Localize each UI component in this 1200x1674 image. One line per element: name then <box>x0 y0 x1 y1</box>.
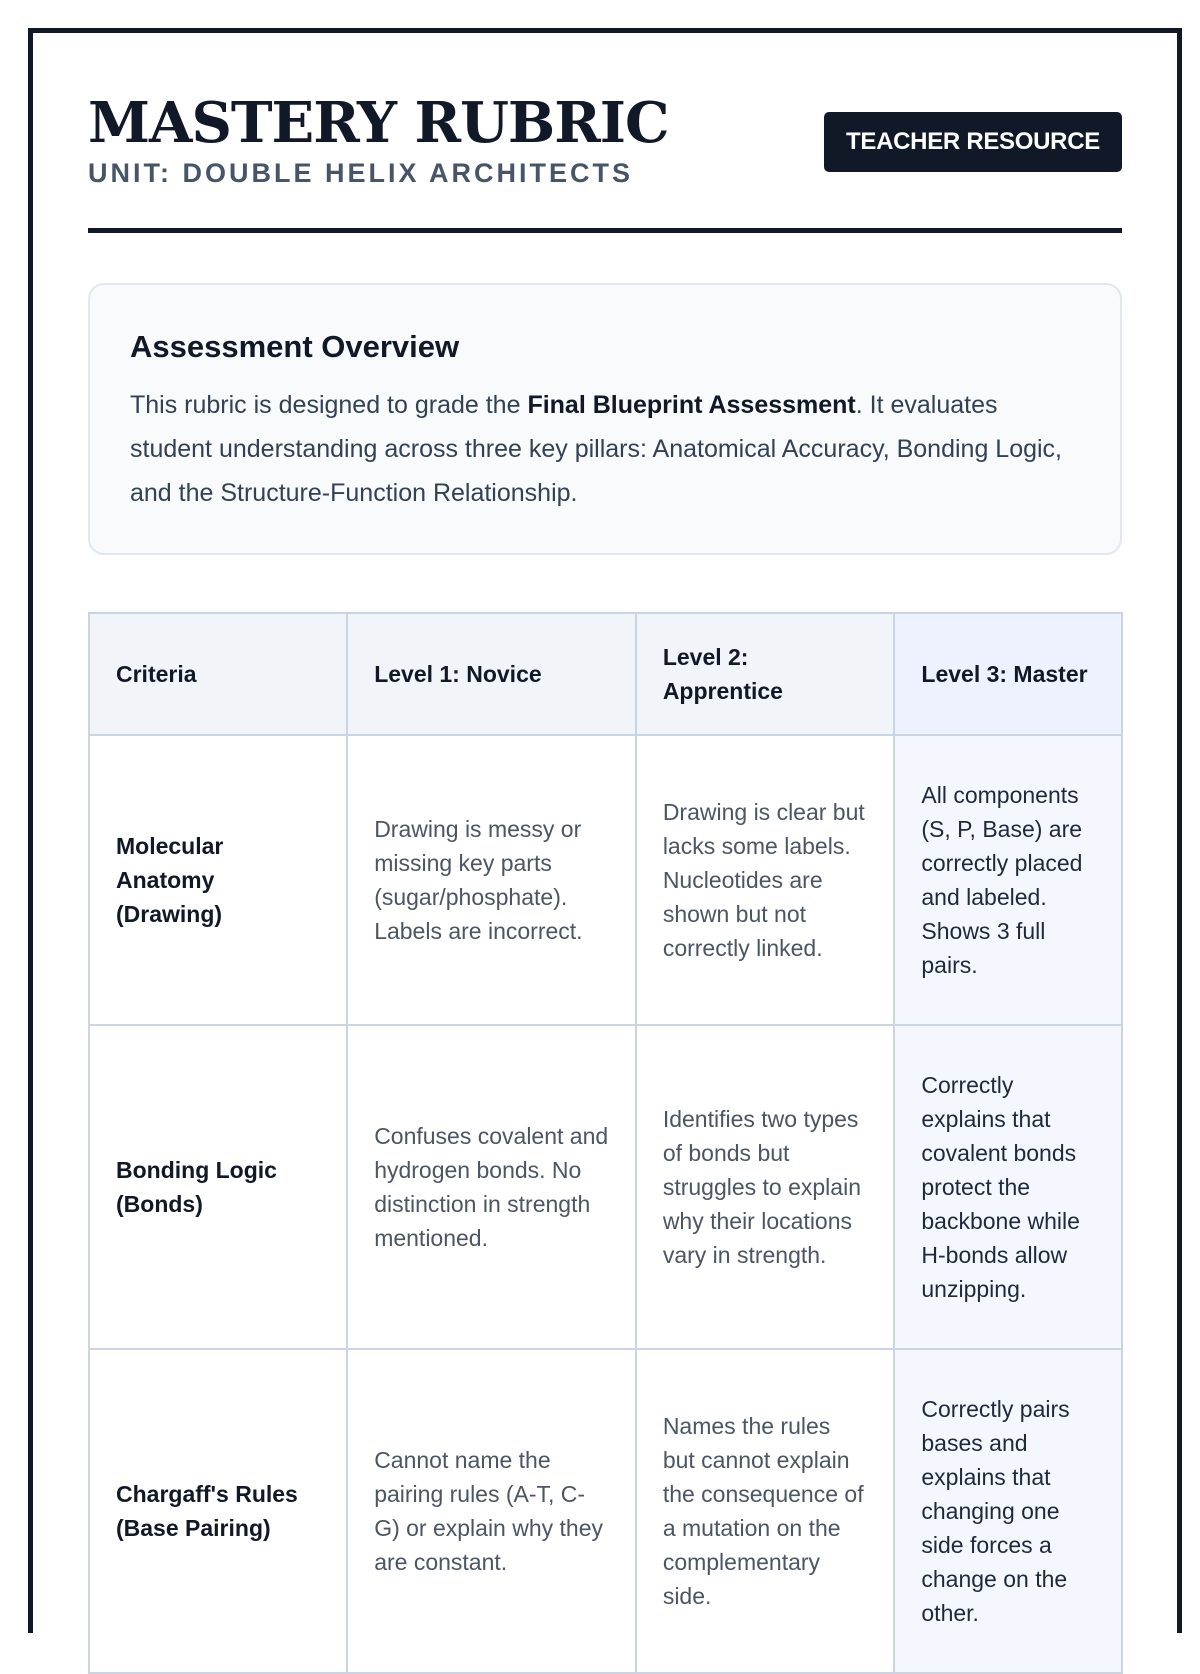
table-row <box>89 1025 1122 1349</box>
overview-text-part: This rubric is designed to grade the <box>130 391 528 419</box>
overview-text-bold: Final Blueprint Assessment <box>527 391 856 419</box>
novice-cell: Drawing is messy or missing key parts (sugar/phosphate). Labels are incorrect. <box>347 735 636 1025</box>
master-cell: Correctly explains that covalent bonds protect the backbone while H-bonds allow unzipping. <box>894 1025 1122 1349</box>
table-row <box>89 1349 1122 1673</box>
novice-cell: Cannot name the pairing rules (A-T, C-G) or explain why they are constant. <box>347 1349 636 1673</box>
criteria-cell: Bonding Logic (Bonds) <box>89 1025 347 1349</box>
criteria-cell: Molecular Anatomy (Drawing) <box>89 735 347 1025</box>
overview-heading: Assessment Overview <box>130 329 460 364</box>
assessment-overview <box>88 283 1122 555</box>
table-row <box>89 735 1122 1025</box>
master-cell: Correctly pairs bases and explains that changing one side forces a change on the other. <box>894 1349 1122 1673</box>
page-title: MASTERY RUBRIC <box>88 90 669 156</box>
header-criteria: Criteria <box>89 613 347 735</box>
header-level-2: Level 2: Apprentice <box>636 613 895 735</box>
novice-cell: Confuses covalent and hydrogen bonds. No distinction in strength mentioned. <box>347 1025 636 1349</box>
master-cell: All components (S, P, Base) are correctly placed and labeled. Shows 3 full pairs. <box>894 735 1122 1025</box>
apprentice-cell: Identifies two types of bonds but struggles to explain why their locations vary in strength. <box>636 1025 895 1349</box>
page-header <box>88 88 1122 233</box>
overview-text-part: . It evaluates student understanding across three key pillars: Anatomical Accuracy, Bonding Logic, and the Structure-Function Relationship. <box>130 391 1063 507</box>
unit-subtitle: UNIT: DOUBLE HELIX ARCHITECTS <box>88 158 633 188</box>
rubric-table <box>88 612 1123 1674</box>
header-level-3: Level 3: Master <box>894 613 1122 735</box>
overview-text <box>130 383 1080 515</box>
criteria-cell: Chargaff's Rules (Base Pairing) <box>89 1349 347 1673</box>
apprentice-cell: Names the rules but cannot explain the consequence of a mutation on the complementary side. <box>636 1349 895 1673</box>
teacher-resource-badge: TEACHER RESOURCE <box>824 112 1122 172</box>
table-header-row <box>89 613 1122 735</box>
apprentice-cell: Drawing is clear but lacks some labels. Nucleotides are shown but not correctly linked. <box>636 735 895 1025</box>
header-level-1: Level 1: Novice <box>347 613 636 735</box>
